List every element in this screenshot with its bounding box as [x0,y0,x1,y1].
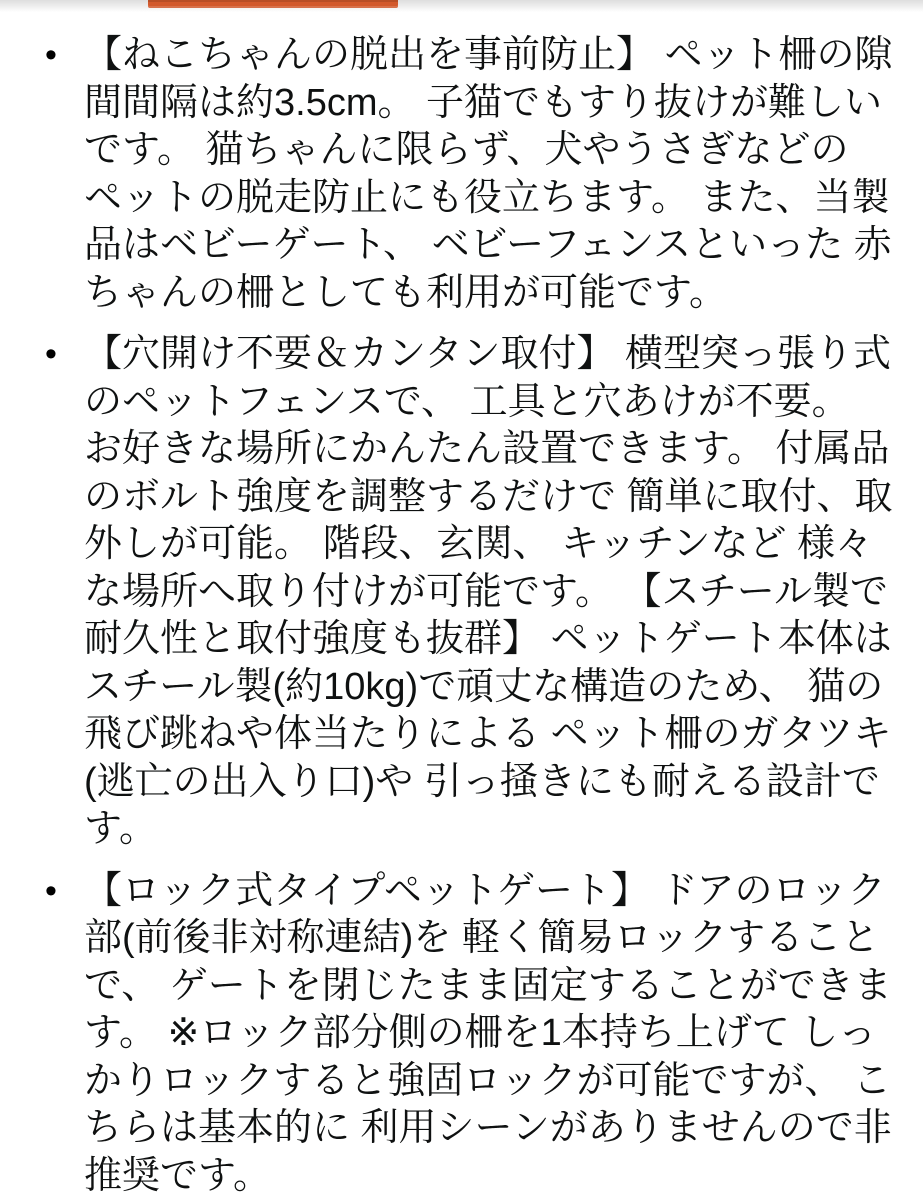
feature-bullet-text: 【ロック式タイプペットゲート】 ドアのロック部(前後非対称連結)を 軽く簡易ロックすることで、 ゲートを閉じたまま固定することができます。 ※ロック部分側の柵を1本持ち上げて しっかりロックすると強固ロックが可能ですが、 こちらは基本的に 利用シーンがありませんので非推奨です。 [84,870,892,1197]
feature-bullet-item [0,868,893,1200]
bullet-marker-icon: • [36,331,66,379]
selected-tab-indicator [148,0,398,8]
feature-bullet-text: 【ねこちゃんの脱出を事前防止】 ペット柵の隙間間隔は約3.5cm。 子猫でもすり抜けが難しいです。 猫ちゃんに限らず、犬やうさぎなどの ペットの脱走防止にも役立ちます。 また、当製品はベビーゲート、 ベビーフェンスといった 赤ちゃんの柵としても利用が可能です。 [84,34,893,314]
bullet-marker-icon: • [36,32,66,80]
bullet-marker-icon: • [36,868,66,916]
feature-bullet-item [0,331,893,854]
feature-bullet-item [0,32,893,317]
tab-bar-remnant [0,0,923,12]
product-feature-bullet-list [0,12,923,1200]
feature-bullet-text: 【穴開け不要＆カンタン取付】 横型突っ張り式のペットフェンスで、 工具と穴あけが不要。 お好きな場所にかんたん設置できます。 付属品のボルト強度を調整するだけで 簡単に取付、取外しが可能。 階段、玄関、 キッチンなど 様々な場所へ取り付けが可能です。 【スチール製で耐久性と取付強度も抜群】 ペットゲート本体は スチール製(約10kg)で頑丈な構造のため、 猫の飛び跳ねや体当たりによる ペット柵のガタツキ(逃亡の出入り口)や 引っ掻きにも耐える設計です。 [84,333,893,850]
